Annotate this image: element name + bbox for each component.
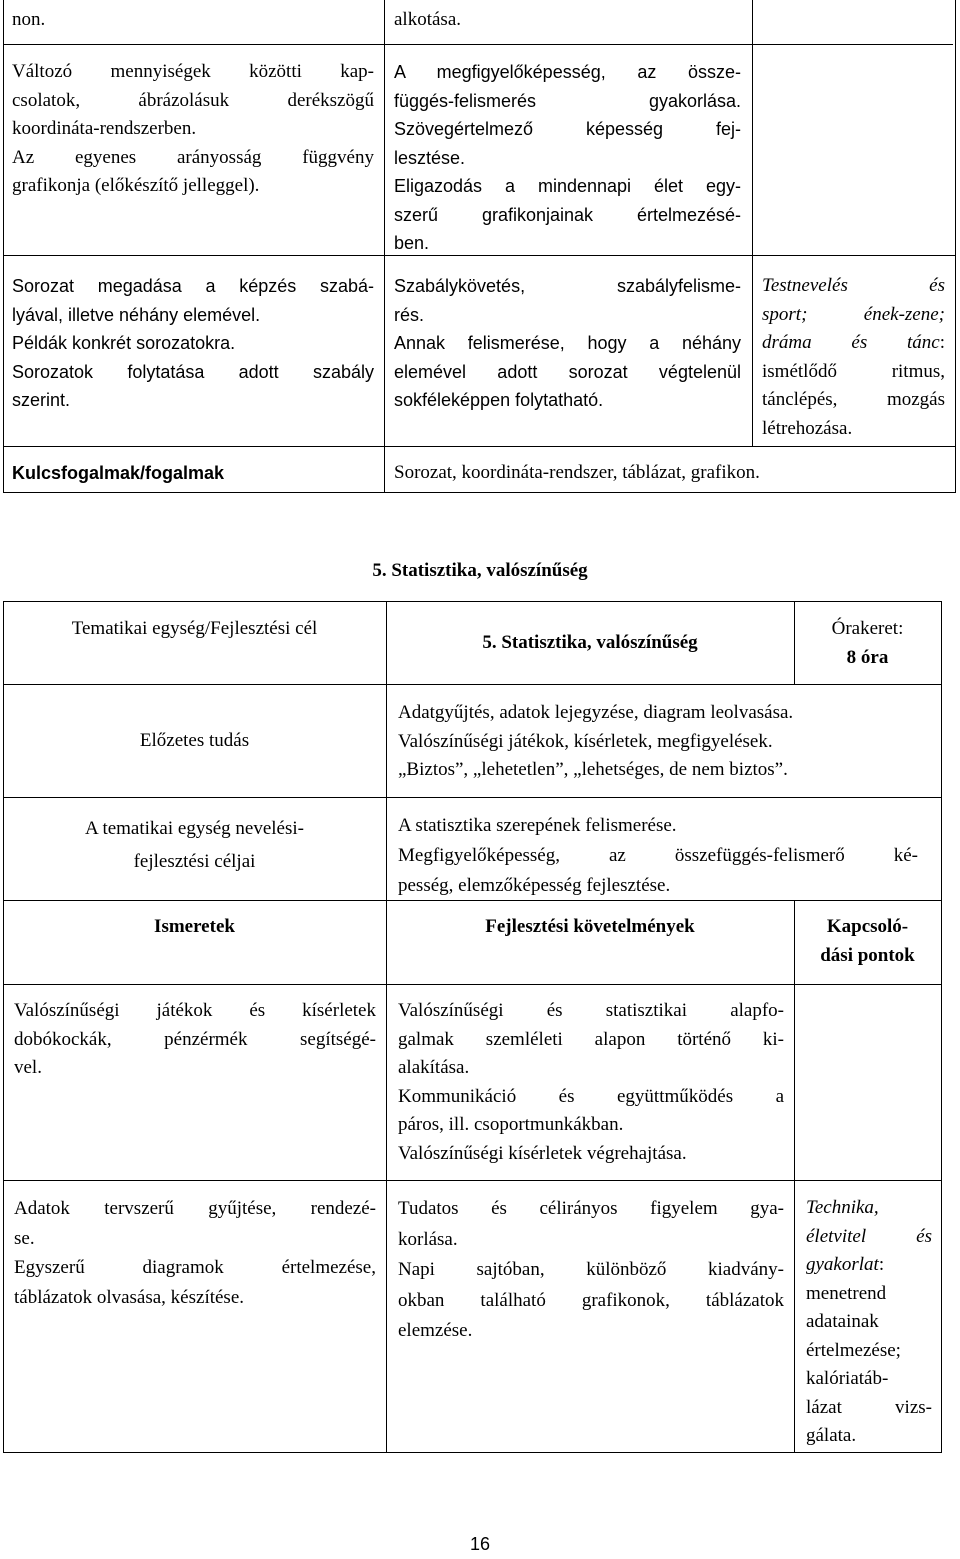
text-line: Adatok tervszerű gyűjtése, rendezé- [14,1198,376,1219]
text-line: páros, ill. csoportmunkákban. [398,1114,624,1135]
text-line: Eligazodás a mindennapi élet egy- [394,176,741,196]
text-line: ismétlődő ritmus, [762,360,945,382]
text-line: Adatgyűjtés, adatok lejegyzése, diagram leolvasása. [398,702,794,723]
text-line: pesség, elemzőképesség fejlesztése. [398,875,671,896]
row-line-1 [3,44,953,45]
row-line-header [3,684,942,685]
text-line: Technika, [806,1197,879,1218]
row-line-columns [3,984,942,985]
unit-label: Tematikai egység/Fejlesztési cél [71,618,318,639]
text-line: vel. [14,1057,42,1078]
text-line: Valószínűségi játékok, kísérletek, megfigyelések. [398,730,773,752]
row1-left: non. [12,9,46,30]
section-title: 5. Statisztika, valószínűség [372,560,588,581]
text-line: Egyszerű diagramok értelmezése, [14,1257,376,1278]
row-line-row1 [3,1180,942,1181]
row-line-4 [3,492,956,493]
text-line: okban található grafikonok, táblázatok [398,1289,784,1311]
border-mid [386,601,387,1453]
colon: : [878,1254,885,1275]
text-line: elemével adott sorozat végtelenül [394,361,741,382]
text-line: korlása. [398,1228,458,1250]
text-line: táblázatok olvasása, készítése. [14,1286,245,1308]
border-mid [384,0,385,493]
row3-right [762,272,945,443]
text-line: tánclépés, mozgás [762,389,945,410]
text-line: Sorozat megadása a képzés szabá- [12,276,374,296]
colon: : [939,332,945,353]
row-line-3 [3,446,956,447]
text-line: függés-felismerés gyakorlása. [394,90,741,111]
text-line: ben. [394,233,430,253]
border-connections [794,900,795,1453]
text-line: lesztése. [394,147,466,168]
text-line: kalóriatáb- [806,1368,889,1389]
text-line: Példák konkrét sorozatokra. [12,333,236,353]
text-line: Szabálykövetés, szabályfelisme- [394,276,741,296]
text-line: alakítása. [398,1057,470,1078]
text-line: Valószínűségi és statisztikai alapfo- [398,1000,784,1021]
column-requirements: Fejlesztési követelmények [485,916,695,937]
text-line: Valószínűségi kísérletek végrehajtása. [398,1142,687,1164]
text-line: grafikonja (előkészítő jelleggel). [12,175,260,196]
prior-content [398,699,933,785]
text-line: elemzése. [398,1320,473,1341]
text-line: lázat vizs- [806,1396,932,1418]
row2-knowledge [14,1194,376,1312]
text-line: sport; ének-zene; [762,303,945,325]
text-line: adatainak [806,1311,879,1332]
text-line: Megfigyelőképesség, az összefüggés-felismerő ké- [398,845,918,866]
text-line: Sorozatok folytatása adott szabály [12,361,374,382]
text-line: dási pontok [820,944,915,966]
text-line: dobókockák, pénzérmék segítségé- [14,1028,376,1050]
italic-text: dráma és tánc [762,332,940,353]
text-line: Kapcsoló- [826,916,909,937]
text-line: rés. [394,304,425,325]
text-line: fejlesztési céljai [133,851,256,872]
border-right [941,601,942,1453]
text-line: koordináta-rendszerben. [12,118,197,139]
text-line: menetrend [806,1282,887,1304]
text-line: A statisztika szerepének felismerése. [398,815,677,836]
border-right-inner [752,0,753,446]
text-line: életvitel és [806,1225,932,1247]
text-line: Annak felismerése, hogy a néhány [394,333,741,353]
row1-right: alkotása. [394,9,462,30]
text-line: Tudatos és célirányos figyelem gya- [398,1198,784,1219]
key-concepts-value: Sorozat, koordináta-rendszer, táblázat, grafikon. [394,462,760,483]
row3-left [12,272,374,415]
text-line: se. [14,1227,35,1249]
text-line: értelmezése; [806,1339,901,1361]
text-line: „Biztos”, „lehetetlen”, „lehetséges, de nem biztos”. [398,759,788,780]
text-line: galmak szemléleti alapon történő ki- [398,1028,784,1050]
text-line: A megfigyelőképesség, az össze- [394,62,741,82]
row-line-bottom [3,1452,942,1453]
row1-knowledge [14,997,376,1083]
border-right [955,0,956,493]
row1-requirements [398,997,784,1168]
page-number: 16 [469,1534,491,1554]
row-line-top [3,601,942,602]
text-line: Testnevelés és [762,275,945,296]
text-line [806,1251,932,1280]
unit-topic: 5. Statisztika, valószínűség [482,632,698,653]
text-line: Valószínűségi játékok és kísérletek [14,1000,376,1021]
text-line [762,329,945,358]
row3-mid [394,272,741,415]
hours-value: 8 óra [846,646,889,668]
text-line: lyával, illetve néhány elemével. [12,304,261,325]
text-line: szerint. [12,390,71,410]
row-line-prior [3,797,942,798]
column-knowledge: Ismeretek [154,916,235,937]
goals-label [3,812,386,878]
row2-connections [806,1194,932,1451]
text-line: Napi sajtóban, különböző kiadvány- [398,1259,784,1280]
row2-requirements [398,1194,784,1347]
row2-right [394,58,741,258]
key-concepts-label: Kulcsfogalmak/fogalmak [12,463,225,483]
row2-left [12,58,374,201]
text-line: Kommunikáció és együttműködés a [398,1085,784,1107]
prior-label: Előzetes tudás [139,730,250,751]
goals-content [398,811,918,901]
text-line: Szövegértelmező képesség fej- [394,119,741,139]
column-connections [794,913,941,970]
text-line: létrehozása. [762,417,853,439]
border-left [3,0,4,493]
hours-label: Órakeret: [831,618,904,639]
text-line: Az egyenes arányosság függvény [12,146,374,168]
italic-text: gyakorlat [806,1254,879,1275]
text-line: sokféleképpen folytatható. [394,390,604,410]
text-line: A tematikai egység nevelési- [85,818,304,839]
text-line: Változó mennyiségek közötti kap- [12,61,374,82]
text-line: csolatok, ábrázolásuk derékszögű [12,89,374,111]
hours-block [794,615,941,672]
text-line: szerű grafikonjainak értelmezésé- [394,204,741,225]
text-line: gálata. [806,1425,857,1446]
